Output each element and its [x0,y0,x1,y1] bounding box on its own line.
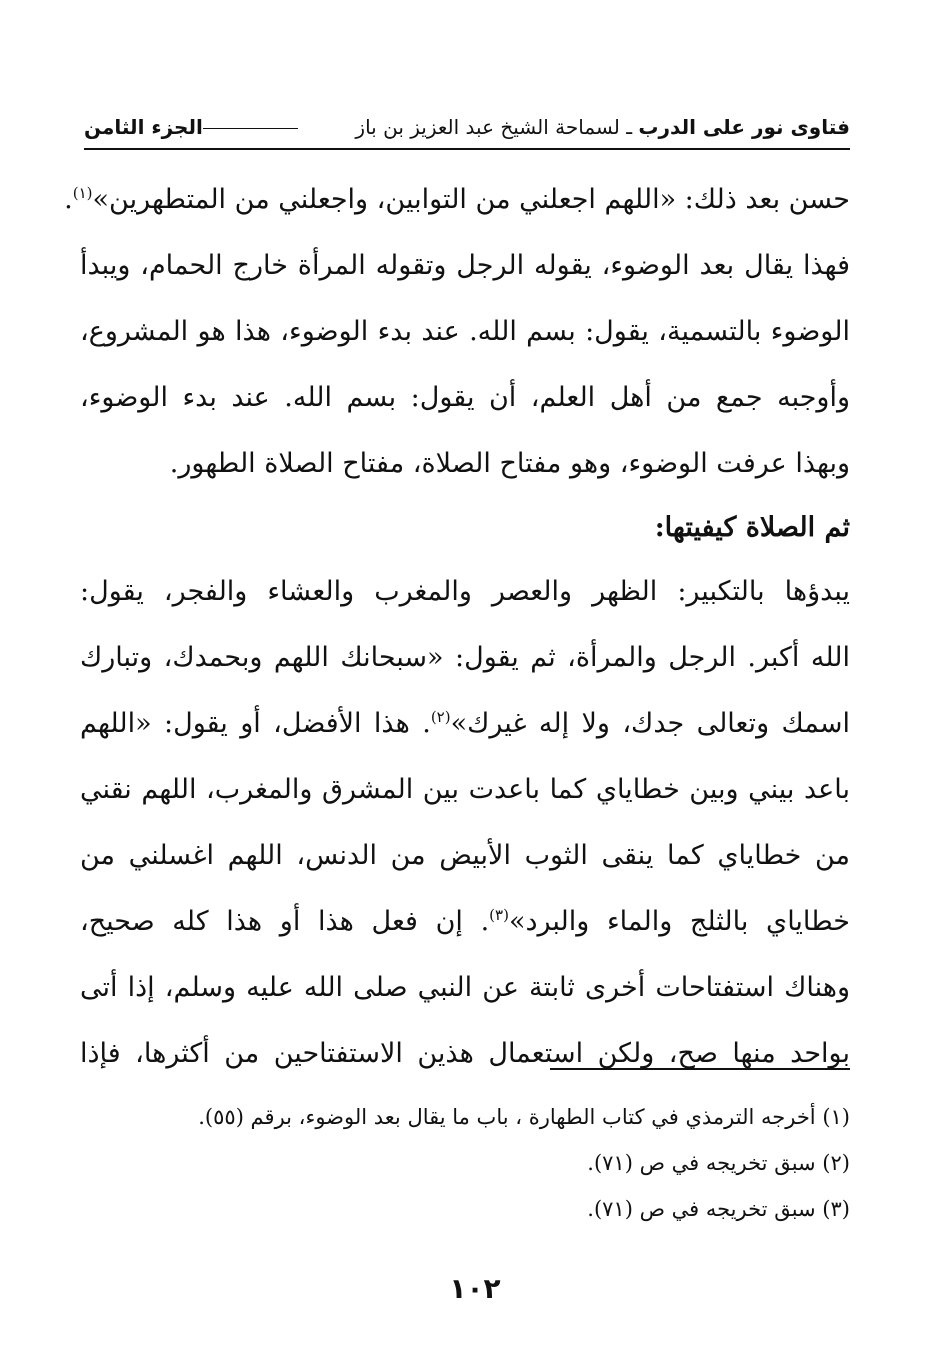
header-part [84,112,304,142]
text-line-5 [80,436,850,502]
line-8-after: . هذا الأفضل، أو يقول: «اللهم [80,708,431,739]
text-line-13 [80,1026,850,1092]
text-line-7 [80,630,850,696]
header-part-label: الجزء الثامن [84,115,203,139]
line-1-text: حسن بعد ذلك: «اللهم اجعلني من التوابين، واجعلني من المتطهرين» [92,184,850,215]
header-rule [203,128,298,129]
line-4-text: وأوجبه جمع من أهل العلم، أن يقول: بسم الله. عند بدء الوضوء، [80,382,850,413]
text-line-8 [80,696,850,762]
line-9-text: باعد بيني وبين خطاياي كما باعدت بين المشرق والمغرب، اللهم نقني [80,774,850,805]
footnote-3: (٣) سبق تخريجه في ص (٧١). [587,1197,850,1221]
page-number: ١٠٢ [449,1272,501,1305]
footnote-2: (٢) سبق تخريجه في ص (٧١). [587,1151,850,1175]
line-8-text: اسمك وتعالى جدك، ولا إله غيرك» [450,708,850,739]
running-header [84,112,850,150]
text-line-11 [80,894,850,960]
text-line-1 [64,172,850,238]
text-line-10 [80,828,850,894]
text-line-9 [80,762,850,828]
footnotes [100,1096,850,1234]
footnote-ref-1: (١) [72,184,93,202]
footnote-1: (١) أخرجه الترمذي في كتاب الطهارة ، باب ما يقال بعد الوضوء، برقم (٥٥). [198,1105,850,1129]
header-author: لسماحة الشيخ عبد العزيز بن باز [355,115,620,139]
line-3-text: الوضوء بالتسمية، يقول: بسم الله. عند بدء الوضوء، هذا هو المشروع، [80,316,850,347]
line-13-text: بواحد منها صح، ولكن استعمال هذين الاستفتاحين من أكثرها، فإذا [80,1038,850,1069]
header-book-title: فتاوى نور على الدرب [638,115,850,139]
header-separator: ـ [619,115,639,139]
line-5-text: وبهذا عرفت الوضوء، وهو مفتاح الصلاة، مفتاح الصلاة الطهور. [169,448,850,479]
line-11-text: خطاياي بالثلج والماء والبرد» [508,906,850,937]
text-line-4 [80,370,850,436]
text-line-12 [80,960,850,1026]
line-11-after: . إن فعل هذا أو هذا كله صحيح، [80,906,490,937]
text-line-3 [80,304,850,370]
footnote-separator [550,1068,850,1070]
line-1-after: . [64,184,73,215]
body-text [64,172,850,1092]
section-heading: ثم الصلاة كيفيتها: [654,512,850,543]
line-2-text: فهذا يقال بعد الوضوء، يقوله الرجل وتقوله المرأة خارج الحمام، ويبدأ [80,250,850,281]
line-10-text: من خطاياي كما ينقى الثوب الأبيض من الدنس، اللهم اغسلني من [80,840,850,871]
line-7-text: الله أكبر. الرجل والمرأة، ثم يقول: «سبحانك اللهم وبحمدك، وتبارك [80,642,850,673]
footnote-ref-3: (٣) [489,906,509,924]
line-12-text: وهناك استفتاحات أخرى ثابتة عن النبي صلى الله عليه وسلم، إذا أتى [80,972,850,1003]
text-line-2 [80,238,850,304]
text-line-6 [80,564,850,630]
footnote-ref-2: (٢) [430,708,451,726]
line-6-text: يبدؤها بالتكبير: الظهر والعصر والمغرب والعشاء والفجر، يقول: [80,576,850,607]
header-book-info [355,112,850,142]
